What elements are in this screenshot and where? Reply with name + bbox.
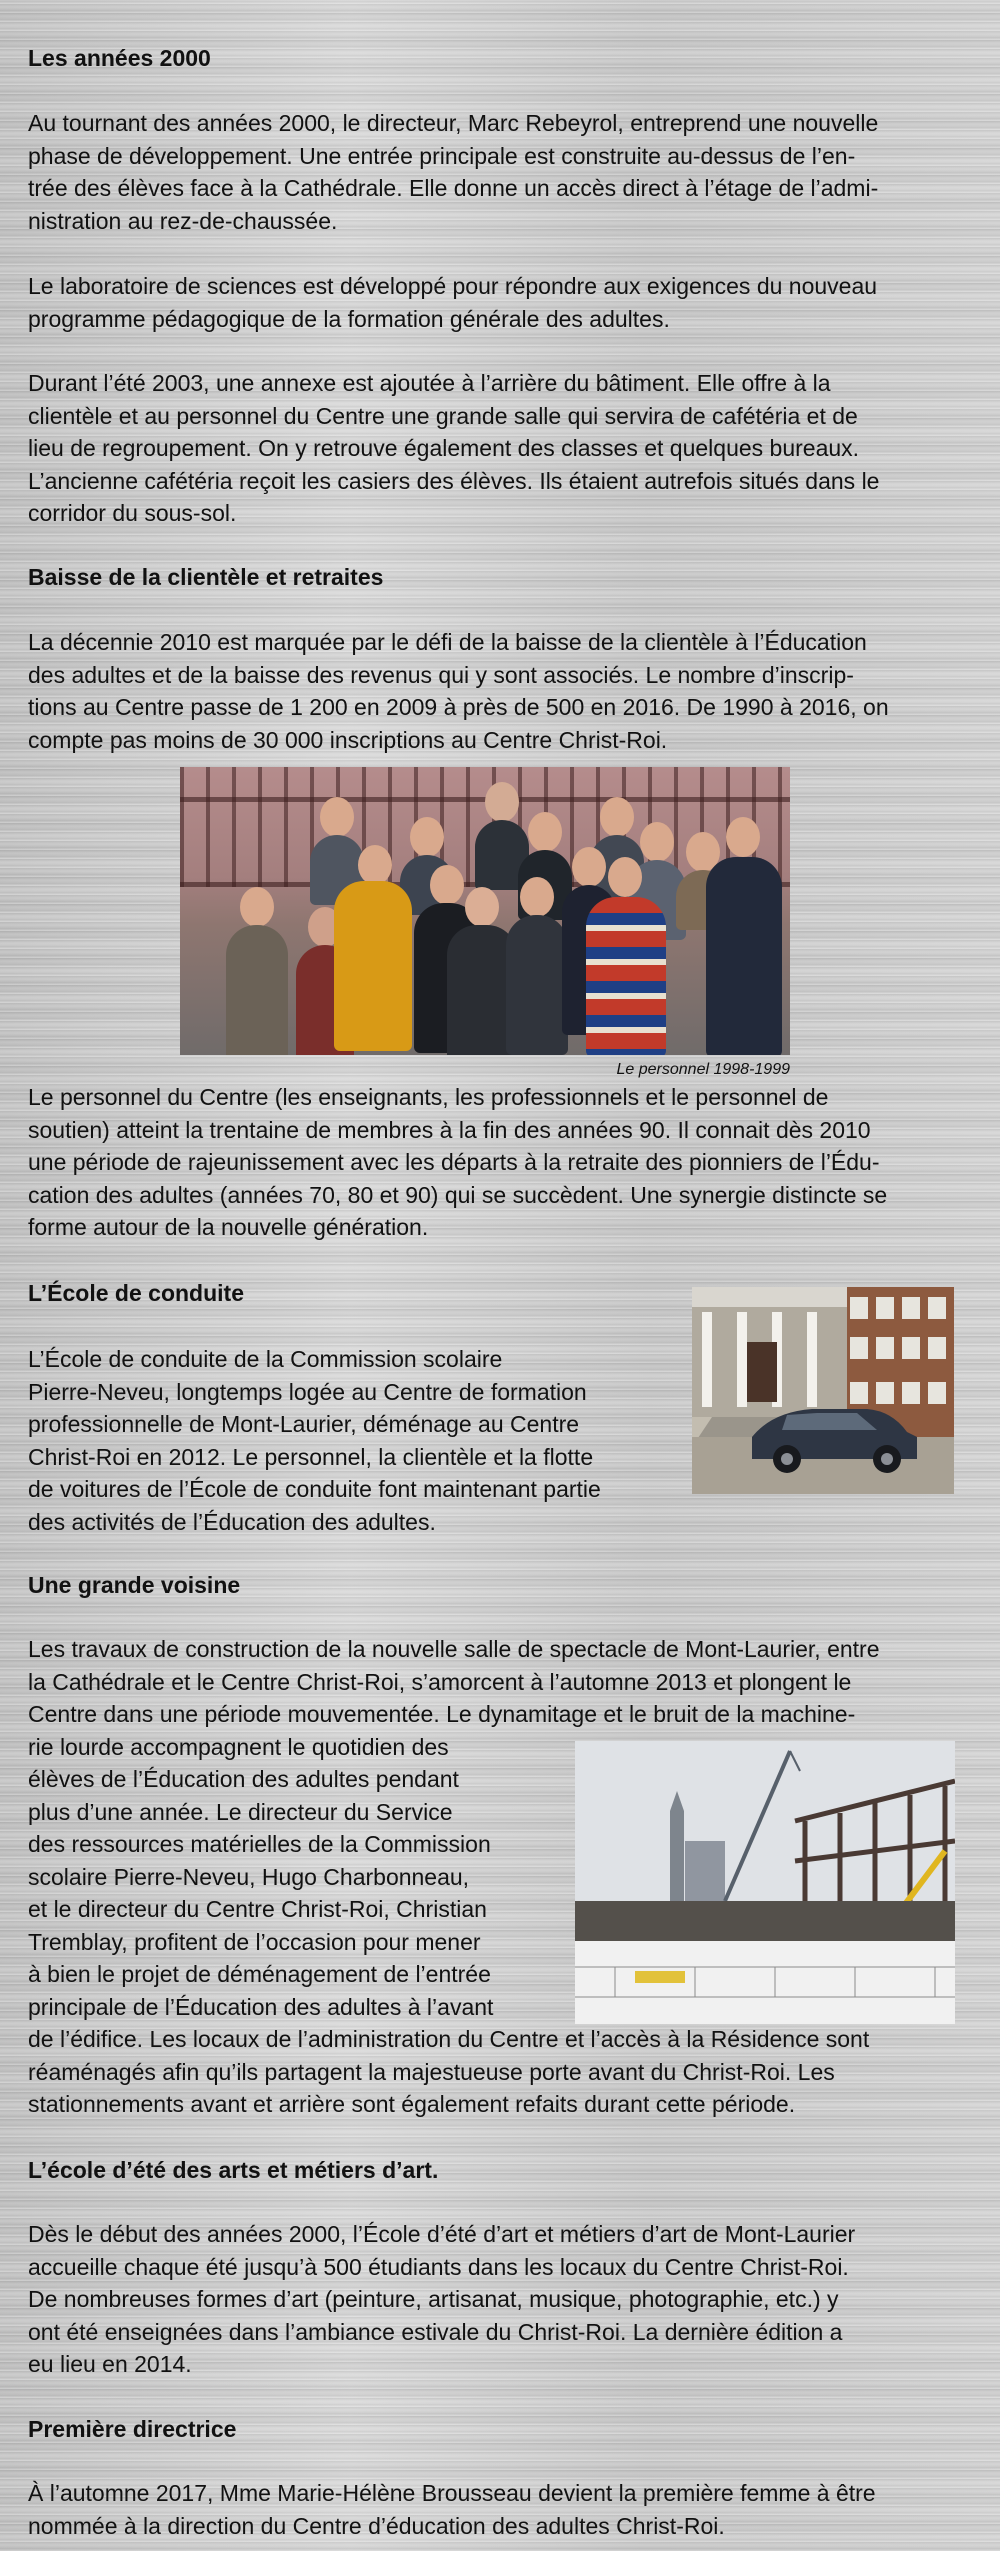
text-line: à bien le projet de déménagement de l’entrée bbox=[28, 1961, 491, 1987]
paragraph bbox=[28, 1343, 668, 1538]
text-line: de voitures de l’École de conduite font maintenant partie bbox=[28, 1476, 601, 1502]
paragraph bbox=[28, 1633, 973, 2121]
text-line: L’École de conduite de la Commission scolaire bbox=[28, 1346, 503, 1372]
text-line: des adultes et de la baisse des revenus qui y sont associés. Le nombre d’inscrip- bbox=[28, 661, 854, 688]
text-line: corridor du sous-sol. bbox=[28, 500, 237, 526]
text-line: Le personnel du Centre (les enseignants, les professionnels et le personnel de bbox=[28, 1084, 829, 1110]
text-line: accueille chaque été jusqu’à 500 étudiants dans les locaux du Centre Christ-Roi. bbox=[28, 2253, 849, 2280]
text-line: élèves de l’Éducation des adultes pendant bbox=[28, 1766, 459, 1792]
text-line: nistration au rez-de-chaussée. bbox=[28, 207, 338, 234]
text-line: trée des élèves face à la Cathédrale. Elle donne un accès direct à l’étage de l’admi- bbox=[28, 175, 879, 201]
text-line: forme autour de la nouvelle génération. bbox=[28, 1214, 429, 1240]
text-line: programme pédagogique de la formation générale des adultes. bbox=[28, 305, 670, 332]
text-line: Le laboratoire de sciences est développé pour répondre aux exigences du nouveau bbox=[28, 273, 878, 299]
text-line: principale de l’Éducation des adultes à l’avant bbox=[28, 1993, 494, 2020]
heading-premiere-directrice: Première directrice bbox=[28, 2416, 237, 2442]
text-line: de l’édifice. Les locaux de l’administration du Centre et l’accès à la Résidence sont bbox=[28, 2026, 870, 2052]
text-line: eu lieu en 2014. bbox=[28, 2351, 192, 2377]
photo-caption: Le personnel 1998-1999 bbox=[616, 1061, 790, 1078]
paragraph bbox=[28, 270, 973, 335]
text-line: phase de développement. Une entrée principale est construite au-dessus de l’en- bbox=[28, 142, 856, 169]
text-line: Au tournant des années 2000, le directeur, Marc Rebeyrol, entreprend une nouvelle bbox=[28, 110, 879, 136]
text-line: Pierre-Neveu, longtemps logée au Centre de formation bbox=[28, 1378, 587, 1405]
text-line: compte pas moins de 30 000 inscriptions au Centre Christ-Roi. bbox=[28, 726, 668, 753]
text-line: des ressources matérielles de la Commission bbox=[28, 1831, 491, 1857]
text-line: tions au Centre passe de 1 200 en 2009 à près de 500 en 2016. De 1990 à 2016, on bbox=[28, 694, 889, 720]
heading-baisse-clientele: Baisse de la clientèle et retraites bbox=[28, 564, 384, 590]
text-line: Christ-Roi en 2012. Le personnel, la clientèle et la flotte bbox=[28, 1443, 594, 1470]
text-line: Tremblay, profitent de l’occasion pour mener bbox=[28, 1928, 481, 1955]
text-line: clientèle et au personnel du Centre une grande salle qui servira de cafétéria et de bbox=[28, 402, 858, 429]
text-line: Dès le début des années 2000, l’École d’été d’art et métiers d’art de Mont-Laurier bbox=[28, 2221, 856, 2247]
paragraph bbox=[28, 1081, 973, 1244]
text-line: De nombreuses formes d’art (peinture, artisanat, musique, photographie, etc.) y bbox=[28, 2286, 839, 2312]
staff-group-photo bbox=[180, 767, 790, 1055]
paragraph bbox=[28, 626, 973, 756]
text-line: ont été enseignées dans l’ambiance estivale du Christ-Roi. La dernière édition a bbox=[28, 2318, 843, 2345]
text-line: la Cathédrale et le Centre Christ-Roi, s’amorcent à l’automne 2013 et plongent le bbox=[28, 1668, 852, 1695]
text-line: professionnelle de Mont-Laurier, déménage au Centre bbox=[28, 1411, 580, 1437]
text-line: scolaire Pierre-Neveu, Hugo Charbonneau, bbox=[28, 1863, 470, 1890]
paragraph bbox=[28, 2218, 973, 2381]
text-line: La décennie 2010 est marquée par le défi de la baisse de la clientèle à l’Éducation bbox=[28, 629, 867, 655]
text-line: cation des adultes (années 70, 80 et 90) qui se succèdent. Une synergie distincte se bbox=[28, 1181, 888, 1208]
text-line: des activités de l’Éducation des adultes. bbox=[28, 1508, 436, 1535]
heading-ecole-ete: L’école d’été des arts et métiers d’art. bbox=[28, 2157, 439, 2183]
paragraph bbox=[28, 2477, 973, 2542]
text-line: soutien) atteint la trentaine de membres à la fin des années 90. Il connait dès 2010 bbox=[28, 1116, 871, 1143]
driving-school-illustration bbox=[692, 1287, 954, 1494]
text-line: lieu de regroupement. On y retrouve également des classes et quelques bureaux. bbox=[28, 435, 860, 461]
text-line: réaménagés afin qu’ils partagent la majestueuse porte avant du Christ-Roi. Les bbox=[28, 2058, 835, 2085]
text-line: et le directeur du Centre Christ-Roi, Christian bbox=[28, 1896, 487, 1922]
driving-school-photo bbox=[692, 1287, 954, 1494]
text-line: nommée à la direction du Centre d’éducation des adultes Christ-Roi. bbox=[28, 2512, 725, 2539]
text-line: À l’automne 2017, Mme Marie-Hélène Brousseau devient la première femme à être bbox=[28, 2480, 876, 2506]
text-line: stationnements avant et arrière sont également refaits durant cette période. bbox=[28, 2091, 796, 2117]
text-line: rie lourde accompagnent le quotidien des bbox=[28, 1733, 449, 1760]
text-line: L’ancienne cafétéria reçoit les casiers des élèves. Ils étaient autrefois situés dans le bbox=[28, 467, 880, 494]
text-line: Durant l’été 2003, une annexe est ajoutée à l’arrière du bâtiment. Elle offre à la bbox=[28, 370, 831, 396]
text-line: une période de rajeunissement avec les départs à la retraite des pionniers de l’Édu- bbox=[28, 1149, 880, 1175]
text-line: plus d’une année. Le directeur du Service bbox=[28, 1798, 453, 1825]
paragraph bbox=[28, 107, 973, 237]
paragraph bbox=[28, 367, 973, 530]
heading-annees-2000: Les années 2000 bbox=[28, 45, 211, 71]
text-line: Centre dans une période mouvementée. Le dynamitage et le bruit de la machine- bbox=[28, 1701, 856, 1727]
heading-ecole-conduite: L’École de conduite bbox=[28, 1280, 244, 1306]
text-line: Les travaux de construction de la nouvelle salle de spectacle de Mont-Laurier, entre bbox=[28, 1636, 880, 1662]
heading-grande-voisine: Une grande voisine bbox=[28, 1572, 241, 1598]
